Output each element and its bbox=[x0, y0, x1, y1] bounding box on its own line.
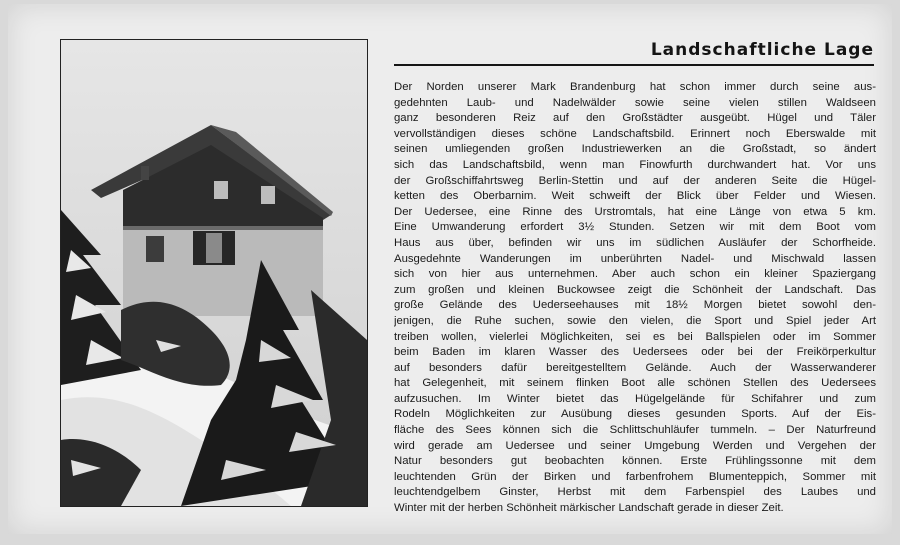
text-line: treiben wollen, vielerlei Möglichkeiten, sei es bei Ballspielen oder im Sommer bbox=[394, 330, 876, 343]
text-line: Der Uedersee, eine Rinne des Urstromtals, hat eine Länge von etwa 5 km. bbox=[394, 205, 876, 218]
text-line: Der Norden unserer Mark Brandenburg hat schon immer durch seine aus- bbox=[394, 81, 876, 93]
text-line: Natur besonders gut beobachten können. Erste Frühlingssonne mit dem bbox=[394, 455, 876, 468]
brochure-page bbox=[8, 4, 892, 534]
text-line: jenigen, die Ruhe suchen, sowie den vielen, die Sport und Spiel jeder Art bbox=[394, 314, 876, 327]
text-line: ketten des Oberbarnim. Weit schweift der Blick über Felder und Wiesen. bbox=[394, 190, 876, 203]
section-heading: Landschaftliche Lage bbox=[394, 40, 874, 66]
text-line: Ausgedehnte Wanderungen im unberührten Nadel- und Mischwald lassen bbox=[394, 252, 876, 265]
text-line: der Großschiffahrtsweg Berlin-Stettin und auf der anderen Seite die Hügel- bbox=[394, 174, 876, 187]
text-line: vervollständigen dieses schöne Landschaftsbild. Erinnert noch Eberswalde mit bbox=[394, 127, 876, 140]
text-line: gedehnten Laub- und Nadelwälder sowie seine vielen stillen Waldseen bbox=[394, 96, 876, 109]
text-line: fläche des Sees können sich die Schlittschuhläufer tummeln. – Der Naturfreund bbox=[394, 424, 876, 437]
text-line: ganz besonderen Reiz auf den Großstädter ausgeübt. Hügel und Täler bbox=[394, 112, 876, 125]
text-line: sich das Landschaftsbild, wenn man Finowfurth durchwandert hat. Vor uns bbox=[394, 158, 876, 171]
text-line: Haus aus über, befinden wir uns im südlichen Ausläufer der Schorfheide. bbox=[394, 236, 876, 249]
text-line: Winter mit der herben Schönheit märkischer Landschaft gerade in dieser Zeit. bbox=[394, 502, 784, 515]
text-line: große Gelände des Uederseehauses mit 18½ Morgen bietet sowohl den- bbox=[394, 299, 876, 312]
text-line: beim Baden im klaren Wasser des Uedersees oder bei der Freikörperkultur bbox=[394, 346, 876, 359]
text-line: zum großen und kleinen Buckowsee zeigt die Schönheit der Landschaft. Das bbox=[394, 283, 876, 296]
body-text bbox=[394, 80, 876, 517]
text-line: aufzusuchen. Im Winter bietet das Hügelgelände für Schifahrer und zum bbox=[394, 392, 876, 405]
text-line: leuchtenden Grün der Birken und farbenfrohem Blumenteppich, Sommer mit bbox=[394, 470, 876, 483]
text-line: hat Gelegenheit, mit seinem flinken Boot alle schönen Stellen des Uedersees bbox=[394, 377, 876, 390]
text-line: Eine Umwanderung erfordert 3½ Stunden. Setzen wir mit dem Boot vom bbox=[394, 221, 876, 234]
text-line: leuchtendgelbem Ginster, Herbst mit dem Farbenspiel des Laubes und bbox=[394, 486, 876, 499]
text-line: Rodeln Möglichkeiten zur Ausübung dieses gesunden Sports. Auf der Eis- bbox=[394, 408, 876, 421]
house-in-snow-photo bbox=[60, 39, 368, 507]
text-line: seinen umliegenden großen Industriewerken an die Großstadt, so ändert bbox=[394, 143, 876, 156]
text-line: auf besonders dafür bereitgestelltem Gelände. Auch der Wasserwanderer bbox=[394, 361, 876, 374]
text-line: sich von hier aus unternehmen. Aber auch schon ein kleiner Spaziergang bbox=[394, 268, 876, 281]
text-line: wird gerade am Uedersee und seiner Umgebung Werden und Vergehen der bbox=[394, 439, 876, 452]
